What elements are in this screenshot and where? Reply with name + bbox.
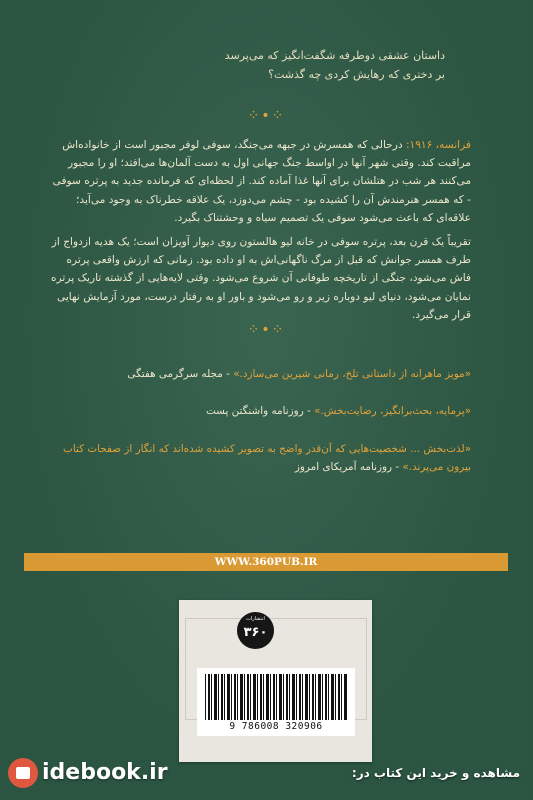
- ornament-divider-top: ⁘•⁘: [247, 108, 286, 124]
- review-quote-text: «پرمایه، بحث‌برانگیز، رضایت‌بخش.»: [314, 405, 471, 417]
- review-quote: [41, 365, 471, 383]
- isbn-number: 9 786008 320906: [229, 721, 323, 732]
- publisher-logo-label: انتشارات: [246, 616, 265, 622]
- review-quote-source: - مجله سرگرمی هفتگی: [127, 368, 234, 380]
- review-quote-text: «مویز ماهرانه از داستانی تلخ، رمانی شیرین می‌سازد.»: [233, 368, 471, 380]
- review-quote-text: «لذت‌بخش ... شخصیت‌هایی که آن‌قدر واضح به تصویر کشیده شده‌اند که انگار از صفحات کتاب بیرون می‌پرند.»: [63, 443, 471, 473]
- synopsis: [51, 136, 471, 324]
- publisher-logo-number: ۳۶۰: [243, 625, 268, 640]
- publisher-website-bar: WWW.360PUB.IR: [24, 553, 508, 571]
- tagline-line-2: بر دختری که رهایش کردی چه گذشت؟: [268, 68, 445, 81]
- watermark-brand[interactable]: idebook.ir: [42, 760, 168, 785]
- book-icon: [8, 758, 38, 788]
- review-quote-source: - روزنامه آمریکای امروز: [294, 461, 403, 473]
- synopsis-paragraph-2: تقریباً یک قرن بعد، پرتره سوفی در خانه لیو هالستون روی دیوار آویزان است؛ یک هدیه ازدواج از طرف همسر جوانش که قبل از مرگ ناگهانی‌اش به او داده بود. زمانی که ارزش واقعی پرتره فاش می‌شود، جنگی از تاریخچه طوفانی آن شروع می‌شود. وقتی لایه‌هایی از گذشته تاریک پرتره نمایان می‌شود، دنیای لیو دوباره زیر و رو می‌شود و باور او به رفتار درست، مورد آزمایش نهایی قرار می‌گیرد.: [51, 236, 471, 321]
- review-quote: [41, 402, 471, 420]
- publisher-logo: [237, 612, 274, 649]
- watermark-text: مشاهده و خرید این کتاب در:: [351, 766, 520, 780]
- watermark-footer[interactable]: [0, 752, 533, 800]
- isbn-barcode: [197, 668, 355, 736]
- tagline-line-1: داستان عشقی دوطرفه شگفت‌انگیز که می‌پرسد: [224, 49, 445, 62]
- synopsis-paragraph-1-text: درحالی که همسرش در جبهه می‌جنگد، سوفی لوفر مجبور است از خانواده‌اش مراقبت کند. وقتی شهر آنها در اواسط جنگ جهانی اول به دست آلمان‌ها می‌افتد؛ او را مجبور می‌کنند هر شب در هتلشان برای آنها غذا آماده کند. از لحظه‌ای که فرمانده جدید به پرتره سوفی - که همسر هنرمندش آن را کشیده بود - چشم می‌دوزد، یک علاقه خطرناک به وجود می‌آید؛ علاقه‌ای که باعث می‌شود سوفی یک تصمیم سیاه و وحشتناک بگیرد.: [52, 139, 471, 224]
- review-quote-source: - روزنامه واشنگتن پست: [205, 405, 315, 417]
- review-quote: [41, 440, 471, 476]
- barcode-bars: [205, 674, 347, 720]
- synopsis-lead: فرانسه، ۱۹۱۶:: [405, 139, 471, 151]
- tagline: [145, 46, 445, 84]
- synopsis-paragraph-1: [51, 136, 471, 227]
- ornament-divider-bottom: ⁘•⁘: [247, 322, 286, 338]
